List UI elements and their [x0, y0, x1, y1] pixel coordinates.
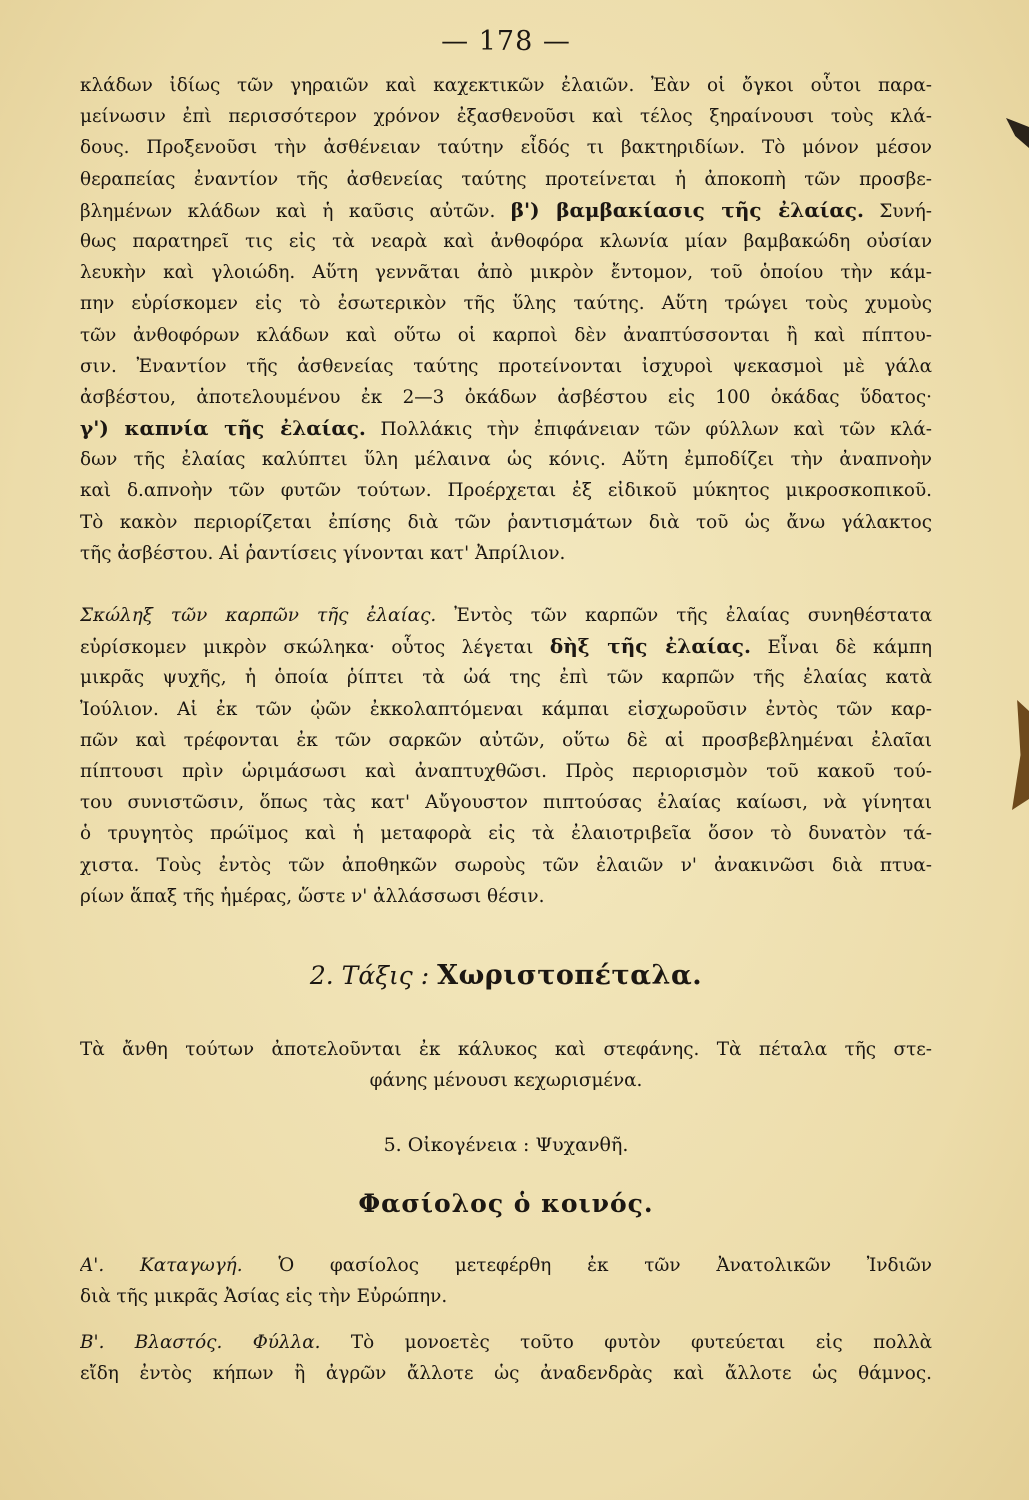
page-edge-stain	[1006, 118, 1029, 148]
text-line	[80, 195, 932, 226]
text-line	[80, 1358, 932, 1389]
text-line	[80, 257, 932, 288]
order-name: Χωριστοπέταλα.	[437, 960, 703, 991]
text-line	[80, 164, 932, 195]
text-line	[80, 444, 932, 475]
text-segment: μικρᾶς ψυχῆς, ἡ ὁποία ῥίπτει τὰ ὠά της ἐπὶ τῶν καρπῶν τῆς ἐλαίας κατὰ	[80, 667, 932, 689]
text-segment: χιστα. Τοὺς ἐντὸς τῶν ἀποθηκῶν σωροὺς τῶν ἐλαιῶν ν' ἀνακινῶσι διὰ πτυα-	[80, 854, 932, 876]
section-stem-leaves	[80, 1327, 932, 1389]
text-segment: σιν. Ἐναντίον τῆς ἀσθενείας ταύτης προτείνονται ἰσχυροὶ ψεκασμοὶ μὲ γάλα	[80, 355, 932, 377]
text-segment: Εἶναι δὲ κάμπη	[750, 637, 932, 659]
text-segment: πίπτουσι πρὶν ὡριμάσωσι καὶ ἀναπτυχθῶσι. Πρὸς περιορισμὸν τοῦ κακοῦ τού-	[80, 760, 932, 782]
spaced-term: δὴξ τῆς ἐλαίας.	[549, 634, 751, 659]
text-line	[80, 881, 932, 912]
text-line	[80, 818, 932, 849]
text-segment: Τὸ μονοετὲς τοῦτο φυτὸν φυτεύεται εἰς πολλὰ	[320, 1332, 932, 1353]
italic-term: Σκώληξ τῶν καρπῶν τῆς ἐλαίας.	[80, 605, 437, 626]
text-segment: πῶν καὶ τρέφονται ἐκ τῶν σαρκῶν αὐτῶν, οὕτω δὲ αἱ προσβεβλημέναι ἐλαῖαι	[80, 729, 932, 751]
text-line	[80, 631, 932, 662]
text-line	[80, 1250, 932, 1281]
text-line	[80, 475, 932, 506]
text-segment: βλημένων κλάδων καὶ ἡ καῦσις αὐτῶν.	[80, 200, 511, 222]
section-origin	[80, 1250, 932, 1312]
text-segment: Ἐντὸς τῶν καρπῶν τῆς ἐλαίας συνηθέστατα	[436, 605, 932, 626]
text-line	[80, 413, 932, 444]
page-number: — 178 —	[441, 26, 571, 57]
family-line: 5. Οἰκογένεια : Ψυχανθῆ.	[383, 1134, 629, 1156]
text-segment: πην εὑρίσκομεν εἰς τὸ ἐσωτερικὸν τῆς ὕλης ταύτης. Αὕτη τρώγει τοὺς χυμοὺς	[80, 293, 932, 315]
text-line	[80, 787, 932, 818]
text-line	[80, 507, 932, 538]
text-segment: φάνης μένουσι κεχωρισμένα.	[369, 1070, 643, 1092]
text-line	[80, 694, 932, 725]
text-segment: Τὰ ἄνθη τούτων ἀποτελοῦνται ἐκ κάλυκος καὶ στεφάνης. Τὰ πέταλα τῆς στε-	[80, 1039, 932, 1060]
paragraph-olive-diseases	[80, 70, 932, 569]
text-segment: καὶ δ.απνοὴν τῶν φυτῶν τούτων. Προέρχεται ἐξ εἰδικοῦ μύκητος μικροσκοπικοῦ.	[80, 480, 932, 502]
text-line	[80, 1065, 932, 1096]
text-segment: θως παρατηρεῖ τις εἰς τὰ νεαρὰ καὶ ἀνθοφόρα κλωνία μίαν βαμβακώδη οὐσίαν	[80, 230, 932, 252]
text-segment: Πολλάκις τὴν ἐπιφάνειαν τῶν φύλλων καὶ τῶν κλά-	[365, 419, 932, 441]
text-segment: μείνωσιν ἐπὶ περισσότερον χρόνον ἐξασθενοῦσι καὶ τέλος ξηραίνουσι τοὺς κλά-	[80, 106, 932, 128]
text-segment: Τὸ κακὸν περιορίζεται ἐπίσης διὰ τῶν ῥαντισμάτων διὰ τοῦ ὡς ἄνω γάλακτος	[80, 511, 932, 533]
order-prefix: 2. Τάξις :	[309, 961, 430, 990]
text-segment: δους. Προξενοῦσι τὴν ἀσθένειαν ταύτην εἶδός τι βακτηριδίων. Τὸ μόνον μέσον	[80, 137, 932, 159]
paragraph-olive-worm	[80, 600, 932, 912]
page-edge-damage	[1012, 700, 1029, 810]
italic-term: Β'. Βλαστός. Φύλλα.	[80, 1332, 321, 1353]
text-segment: κλάδων ἰδίως τῶν γηραιῶν καὶ καχεκτικῶν ἐλαιῶν. Ἐὰν οἱ ὄγκοι οὗτοι παρα-	[80, 75, 932, 96]
text-segment: τῶν ἀνθοφόρων κλάδων καὶ οὕτω οἱ καρποὶ δὲν ἀναπτύσσονται ἢ καὶ πίπτου-	[80, 324, 932, 346]
text-line	[80, 756, 932, 787]
text-segment: διὰ τῆς μικρᾶς Ἀσίας εἰς τὴν Εὐρώπην.	[80, 1286, 448, 1308]
text-line	[80, 850, 932, 881]
text-line	[80, 1281, 932, 1312]
text-line	[80, 70, 932, 101]
text-line	[80, 662, 932, 693]
text-segment: τῆς ἀσβέστου. Αἱ ῥαντίσεις γίνονται κατ' Ἀπρίλιον.	[80, 542, 566, 564]
spaced-term: γ') καπνία τῆς ἐλαίας.	[80, 416, 366, 441]
order-description	[80, 1034, 932, 1096]
text-segment: θεραπείας ἐναντίον τῆς ἀσθενείας ταύτης προτείνεται ἡ ἀποκοπὴ τῶν προσβε-	[80, 168, 932, 190]
text-segment: δων τῆς ἐλαίας καλύπτει ὕλη μέλαινα ὡς κόνις. Αὕτη ἐμποδίζει τὴν ἀναπνοὴν	[80, 449, 932, 471]
text-line	[80, 288, 932, 319]
text-segment: λευκὴν καὶ γλοιώδη. Αὕτη γεννᾶται ἀπὸ μικρὸν ἔντομον, τοῦ ὁποίου τὴν κάμ-	[80, 262, 932, 284]
text-line	[80, 1327, 932, 1358]
text-segment: ρίων ἅπαξ τῆς ἡμέρας, ὥστε ν' ἀλλάσσωσι θέσιν.	[80, 885, 545, 907]
text-segment: ἀσβέστου, ἀποτελουμένου ἐκ 2—3 ὀκάδων ἀσβέστου εἰς 100 ὀκάδας ὕδατος·	[80, 386, 932, 408]
text-segment: του συνιστῶσιν, ὅπως τὰς κατ' Αὔγουστον πιπτούσας ἐλαίας καίωσι, νὰ γίνηται	[80, 792, 932, 814]
text-line	[80, 382, 932, 413]
order-heading	[80, 958, 932, 994]
text-segment: εὑρίσκομεν μικρὸν σκώληκα· οὗτος λέγεται	[80, 637, 550, 659]
text-segment: Ἰούλιον. Αἱ ἐκ τῶν ᾠῶν ἐκκολαπτόμεναι κάμπαι εἰσχωροῦσιν ἐντὸς τῶν καρ-	[80, 698, 932, 720]
text-line	[80, 1034, 932, 1065]
text-line	[80, 101, 932, 132]
text-line	[80, 132, 932, 163]
text-line	[80, 320, 932, 351]
text-line	[80, 538, 932, 569]
italic-term: Α'. Καταγωγή.	[80, 1255, 243, 1276]
text-line	[80, 600, 932, 631]
text-line	[80, 725, 932, 756]
text-segment: ὁ τρυγητὸς πρώϊμος καὶ ἡ μεταφορὰ εἰς τὰ ἐλαιοτριβεῖα ὅσον τὸ δυνατὸν τά-	[80, 823, 932, 845]
text-line	[80, 351, 932, 382]
text-segment: εἴδη ἐντὸς κήπων ἢ ἀγρῶν ἄλλοτε ὡς ἀναδενδρὰς καὶ ἄλλοτε ὡς θάμνος.	[80, 1363, 932, 1385]
spaced-term: β') βαμβακίασις τῆς ἐλαίας.	[510, 197, 864, 222]
species-title: Φασίολος ὁ κοινός.	[358, 1189, 654, 1218]
text-segment: Συνή-	[863, 200, 932, 222]
text-line	[80, 226, 932, 257]
text-segment: Ὁ φασίολος μετεφέρθη ἐκ τῶν Ἀνατολικῶν Ἰνδιῶν	[242, 1255, 932, 1276]
